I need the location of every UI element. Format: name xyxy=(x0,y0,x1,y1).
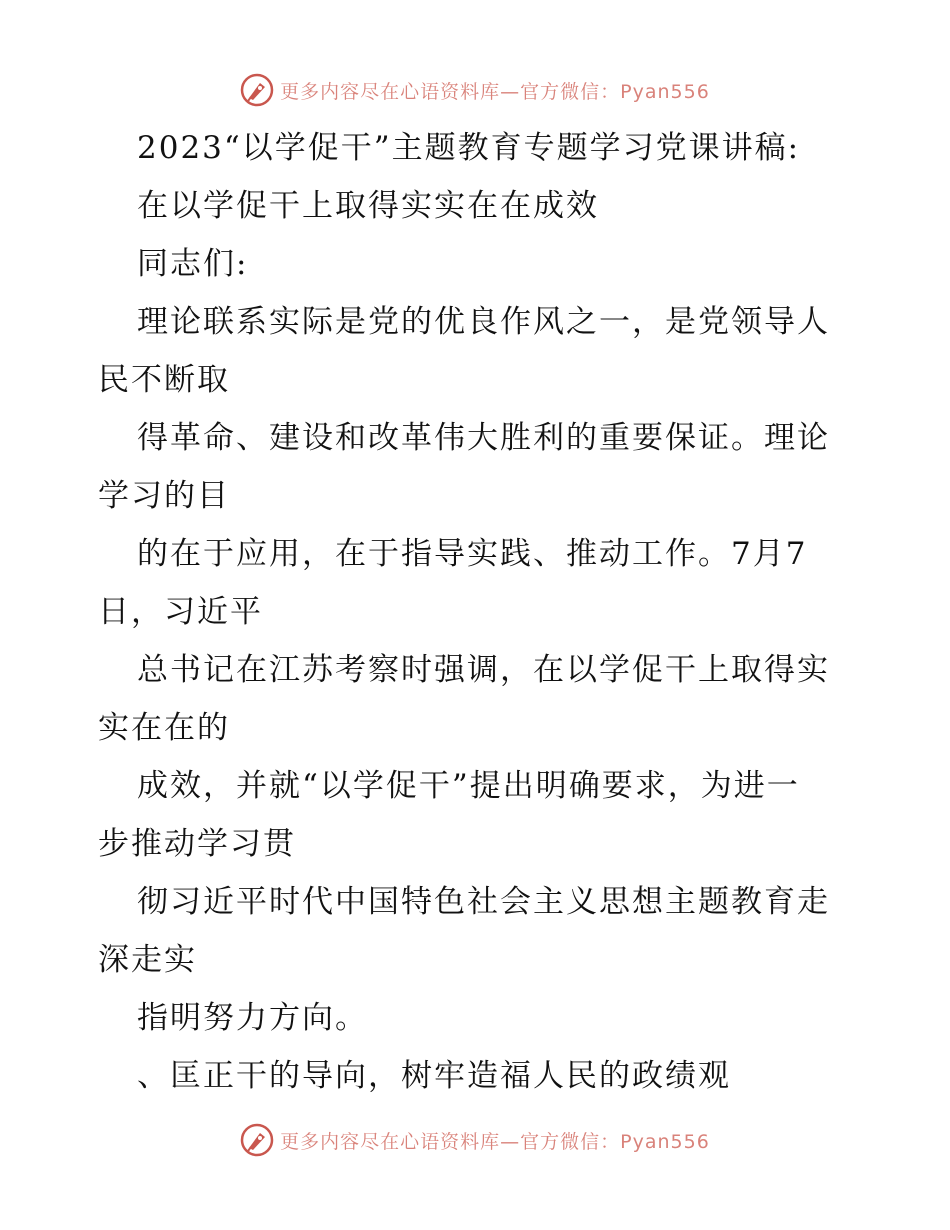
salutation: 同志们: xyxy=(137,246,249,282)
document-title-line-2: 在以学促干上取得实实在在成效 xyxy=(137,188,599,224)
body-line: 成效，并就“以学促干”提出明确要求，为进一 xyxy=(137,768,800,804)
body-line: 彻习近平时代中国特色社会主义思想主题教育走 xyxy=(137,884,830,920)
watermark-header xyxy=(0,70,950,110)
body-line: 的在于应用，在于指导实践、推动工作。7月7 xyxy=(137,536,808,572)
pen-nib-icon xyxy=(240,73,274,107)
body-line: 日，习近平 xyxy=(98,594,263,630)
body-line: 学习的目 xyxy=(98,478,230,514)
pen-nib-icon xyxy=(240,1123,274,1157)
body-line: 民不断取 xyxy=(98,362,230,398)
body-line: 、匡正干的导向，树牢造福人民的政绩观 xyxy=(137,1058,731,1094)
body-line: 实在在的 xyxy=(98,710,230,746)
document-title-line-1: 2023“以学促干”主题教育专题学习党课讲稿: xyxy=(137,130,801,166)
watermark-footer xyxy=(0,1120,950,1160)
watermark-text: 更多内容尽在心语资料库—官方微信：Pyan556 xyxy=(280,80,710,103)
body-line: 深走实 xyxy=(98,942,197,978)
body-line: 步推动学习贯 xyxy=(98,826,296,862)
body-line: 得革命、建设和改革伟大胜利的重要保证。理论 xyxy=(137,420,830,456)
watermark-text: 更多内容尽在心语资料库—官方微信：Pyan556 xyxy=(280,1130,710,1153)
body-line: 理论联系实际是党的优良作风之一，是党领导人 xyxy=(137,304,830,340)
body-line: 总书记在江苏考察时强调，在以学促干上取得实 xyxy=(137,652,830,688)
body-line: 指明努力方向。 xyxy=(137,1000,368,1036)
